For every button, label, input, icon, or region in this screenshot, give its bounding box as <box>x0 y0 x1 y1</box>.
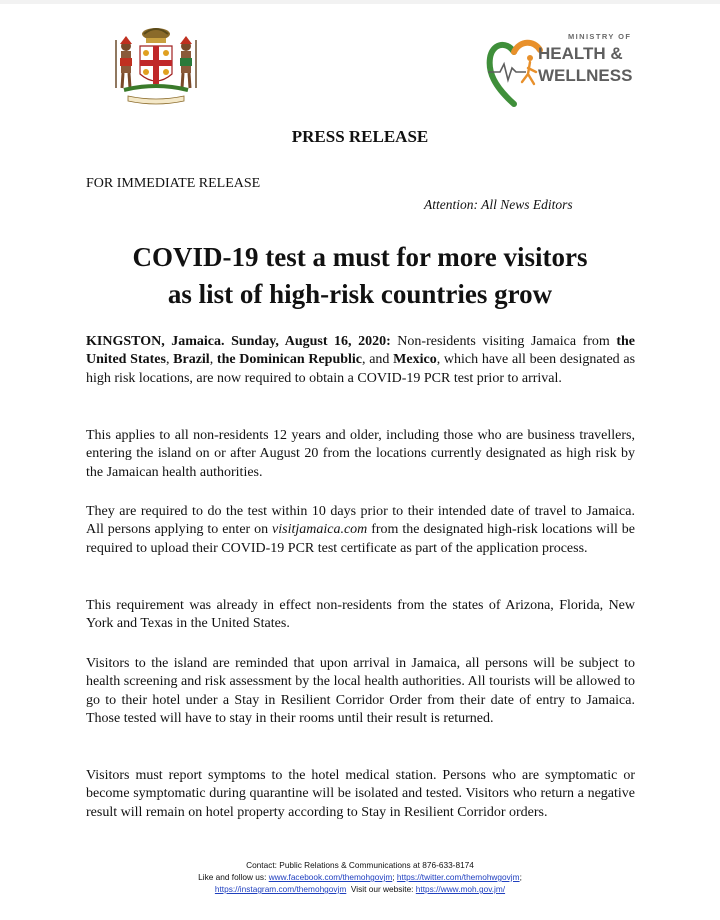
dateline: KINGSTON, Jamaica. Sunday, August 16, 2020: <box>86 334 391 349</box>
logo-wellness-text: WELLNESS <box>538 66 633 85</box>
p3-text-2: from the designated high-risk locations will be required to upload their COVID-19 PCR test certificate as part of the application process. <box>86 522 635 556</box>
logo-health-text: HEALTH & <box>538 44 623 63</box>
paragraph-1 <box>86 333 635 388</box>
paragraph-2: This applies to all non-residents 12 years and older, including those who are business travellers, entering the island on or after August 20 from the locations currently designated as high risk by the Jamaican health authorities. <box>86 428 635 480</box>
twitter-link[interactable]: https://twitter.com/themohwgovjm <box>396 872 520 882</box>
footer-social-line <box>0 871 720 883</box>
p1-text-3: , <box>209 352 217 368</box>
headline-line-1: COVID-19 test a must for more visitors <box>132 242 588 272</box>
country-brazil: Brazil <box>173 352 210 368</box>
press-release-title: PRESS RELEASE <box>291 127 429 146</box>
logo-ministry-text: MINISTRY OF <box>568 32 632 41</box>
footer-web-line <box>0 883 720 895</box>
website-link[interactable]: https://www.moh.gov.jm/ <box>415 884 506 894</box>
facebook-link[interactable]: www.facebook.com/themohgovjm <box>268 872 393 882</box>
headline-line-2: as list of high-risk countries grow <box>167 279 553 309</box>
country-dominican-republic: the Dominican Republic <box>216 352 363 368</box>
heart-pulse-icon <box>486 28 546 108</box>
footer-follow-label: Like and follow us: <box>198 872 269 882</box>
footer <box>0 859 720 895</box>
attention-line: Attention: All News Editors <box>424 197 573 212</box>
footer-sep-1: ; <box>392 872 397 882</box>
paragraph-3 <box>86 503 635 558</box>
country-us: the United States <box>86 334 636 368</box>
paragraph-5: Visitors to the island are reminded that upon arrival in Jamaica, all persons will be subject to health screening and risk assessment by the local health authorities. All tourists will be allowed to go to their hotel under a Stay in Resilient Corridor Order from their date of entry to Jamaica. Those tested will have to stay in their rooms until their result is returned. <box>86 656 635 727</box>
ministry-logo <box>486 28 646 108</box>
footer-visit-label: Visit our website: <box>346 884 416 894</box>
p1-text-1: Non-residents visiting Jamaica from <box>390 334 617 349</box>
footer-contact: Contact: Public Relations & Communications at 876-633-8174 <box>246 860 474 870</box>
p3-text-1: They are required to do the test within 10 days prior to their intended date of travel to Jamaica. All persons applying to enter on <box>86 504 635 538</box>
p1-text-4: , and <box>362 352 394 368</box>
paragraph-4: This requirement was already in effect non-residents from the states of Arizona, Florida, New York and Texas in the United States. <box>86 598 635 632</box>
country-mexico: Mexico <box>393 352 437 368</box>
visitjamaica-link[interactable]: visitjamaica.com <box>272 522 368 538</box>
top-border <box>0 0 720 4</box>
coat-of-arms-icon <box>100 22 212 108</box>
footer-sep-2: ; <box>519 872 522 882</box>
p1-text-5: , which have all been designated as high risk locations, are now required to obtain a COVID-19 PCR test prior to arrival. <box>86 352 636 386</box>
p1-text-2: , <box>165 352 174 368</box>
paragraph-6: Visitors must report symptoms to the hotel medical station. Persons who are symptomatic or become symptomatic during quarantine will be isolated and tested. Visitors who return a negative result will remain on hotel property according to Stay in Resilient Corridor orders. <box>86 768 635 820</box>
instagram-link[interactable]: https://instagram.com/themohgovjm <box>214 884 347 894</box>
headline <box>60 239 660 313</box>
immediate-release-label: FOR IMMEDIATE RELEASE <box>86 176 261 191</box>
